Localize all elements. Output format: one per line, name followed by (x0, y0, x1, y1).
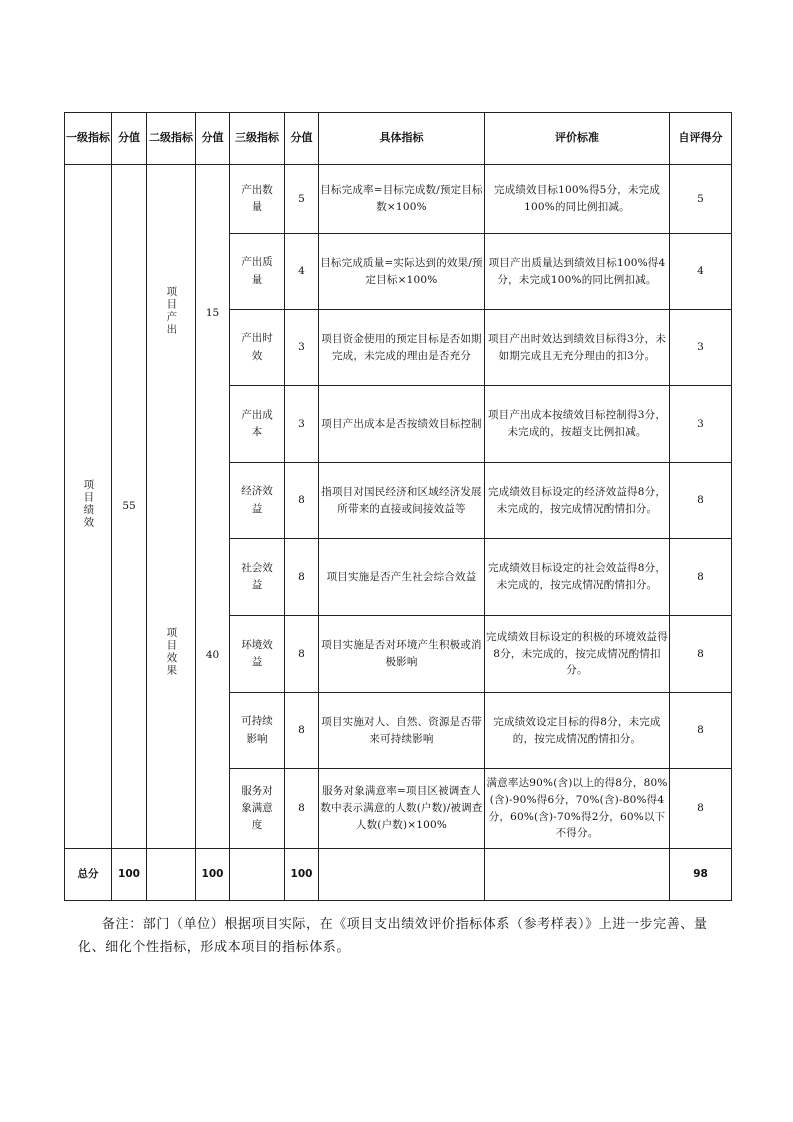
self-score: 3 (670, 386, 732, 463)
level3-score: 3 (285, 310, 319, 386)
indicator-text: 指项目对国民经济和区域经济发展所带来的直接或间接效益等 (319, 463, 485, 539)
total-empty (319, 849, 485, 901)
level3-name: 环境效益 (230, 616, 285, 693)
indicator-text: 项目资金使用的预定目标是否如期完成，未完成的理由是否充分 (319, 310, 485, 386)
level2-score: 15 (196, 165, 230, 463)
total-empty (230, 849, 285, 901)
header-self-score: 自评得分 (670, 113, 732, 165)
header-criteria: 评价标准 (485, 113, 670, 165)
criteria-text: 完成绩效目标设定的积极的环境效益得8分，未完成的，按完成情况酌情扣分。 (485, 616, 670, 693)
level3-score: 3 (285, 386, 319, 463)
evaluation-table (64, 112, 732, 901)
indicator-text: 项目实施是否对环境产生积极或消极影响 (319, 616, 485, 693)
header-score1: 分值 (112, 113, 147, 165)
self-score: 8 (670, 539, 732, 616)
level3-score: 8 (285, 693, 319, 769)
indicator-text: 服务对象满意率=项目区被调查人数中表示满意的人数(户数)/被调查人数(户数)×100% (319, 769, 485, 849)
level3-name: 产出时效 (230, 310, 285, 386)
header-level1: 一级指标 (65, 113, 112, 165)
criteria-text: 完成绩效目标设定的经济效益得8分，未完成的，按完成情况酌情扣分。 (485, 463, 670, 539)
total-empty (147, 849, 196, 901)
criteria-text: 项目产出成本按绩效目标控制得3分，未完成的，按超支比例扣减。 (485, 386, 670, 463)
level1-cell (65, 165, 112, 849)
level3-name: 产出质量 (230, 234, 285, 310)
level1-score: 55 (112, 165, 147, 849)
level2-name: 项目效果 (165, 627, 178, 678)
level1-name: 项目绩效 (82, 478, 95, 529)
header-level2: 二级指标 (147, 113, 196, 165)
table-row (65, 165, 732, 234)
header-indicator: 具体指标 (319, 113, 485, 165)
self-score: 4 (670, 234, 732, 310)
criteria-text: 完成绩效目标100%得5分，未完成100%的同比例扣减。 (485, 165, 670, 234)
level3-score: 8 (285, 769, 319, 849)
indicator-text: 项目实施对人、自然、资源是否带来可持续影响 (319, 693, 485, 769)
criteria-text: 项目产出质量达到绩效目标100%得4分，未完成100%的同比例扣减。 (485, 234, 670, 310)
level3-score: 5 (285, 165, 319, 234)
table-row (65, 463, 732, 539)
self-score: 3 (670, 310, 732, 386)
total-empty (485, 849, 670, 901)
level2-cell (147, 463, 196, 849)
total-score2: 100 (196, 849, 230, 901)
total-row (65, 849, 732, 901)
level3-name: 产出成本 (230, 386, 285, 463)
indicator-text: 项目产出成本是否按绩效目标控制 (319, 386, 485, 463)
level3-name: 经济效益 (230, 463, 285, 539)
level3-score: 4 (285, 234, 319, 310)
level2-cell (147, 165, 196, 463)
indicator-text: 目标完成率=目标完成数/预定目标数×100% (319, 165, 485, 234)
self-score: 8 (670, 463, 732, 539)
criteria-text: 完成绩效设定目标的得8分，未完成的，按完成情况酌情扣分。 (485, 693, 670, 769)
total-self-score: 98 (670, 849, 732, 901)
self-score: 8 (670, 769, 732, 849)
header-score3: 分值 (285, 113, 319, 165)
header-score2: 分值 (196, 113, 230, 165)
self-score: 5 (670, 165, 732, 234)
level3-score: 8 (285, 463, 319, 539)
level3-score: 8 (285, 539, 319, 616)
total-score1: 100 (112, 849, 147, 901)
header-level3: 三级指标 (230, 113, 285, 165)
criteria-text: 项目产出时效达到绩效目标得3分，未如期完成且无充分理由的扣3分。 (485, 310, 670, 386)
total-score3: 100 (285, 849, 319, 901)
self-score: 8 (670, 693, 732, 769)
total-label: 总分 (65, 849, 112, 901)
level3-score: 8 (285, 616, 319, 693)
self-score: 8 (670, 616, 732, 693)
indicator-text: 项目实施是否产生社会综合效益 (319, 539, 485, 616)
level3-name: 服务对象满意度 (230, 769, 285, 849)
header-row (65, 113, 732, 165)
level3-name: 社会效益 (230, 539, 285, 616)
level2-score: 40 (196, 463, 230, 849)
level3-name: 产出数量 (230, 165, 285, 234)
indicator-text: 目标完成质量=实际达到的效果/预定目标×100% (319, 234, 485, 310)
level2-name: 项目产出 (165, 285, 178, 336)
criteria-text: 完成绩效目标设定的社会效益得8分，未完成的，按完成情况酌情扣分。 (485, 539, 670, 616)
level3-name: 可持续影响 (230, 693, 285, 769)
footnote: 备注：部门（单位）根据项目实际，在《项目支出绩效评价指标体系（参考样表）》上进一步完善、量化、细化个性指标，形成本项目的指标体系。 (78, 917, 708, 955)
criteria-text: 满意率达90%(含)以上的得8分，80%(含)-90%得6分，70%(含)-80%得4分，60%(含)-70%得2分，60%以下不得分。 (485, 769, 670, 849)
